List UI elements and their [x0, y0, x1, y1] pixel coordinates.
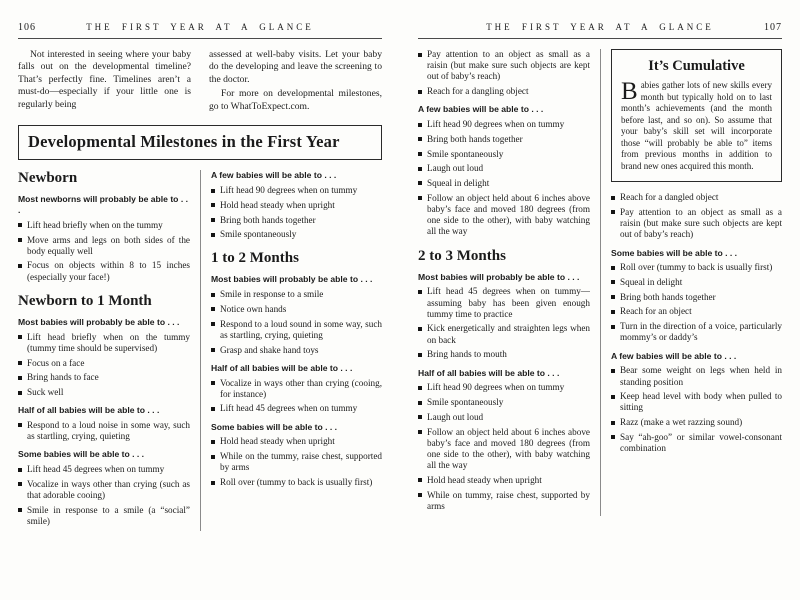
- milestone-item: [418, 286, 590, 320]
- milestone-text: While on the tummy, raise chest, supported by arms: [220, 451, 382, 473]
- milestone-text: Vocalize in ways other than crying (such as that adorable cooing): [27, 478, 190, 501]
- milestone-text: Smile spontaneously: [427, 148, 504, 159]
- milestones-column: [200, 170, 382, 530]
- milestone-text: Bring hands to face: [27, 372, 99, 383]
- square-bullet-icon: [611, 295, 615, 299]
- square-bullet-icon: [18, 335, 22, 339]
- milestone-item: [611, 207, 782, 241]
- milestone-text: Focus on objects within 8 to 15 inches (especially your face!): [27, 260, 190, 282]
- square-bullet-icon: [611, 435, 615, 439]
- milestone-text: Bring hands to mouth: [427, 349, 507, 360]
- milestone-item: [211, 436, 382, 447]
- milestone-text: Lift head 45 degrees when on tummy—assuming baby has been given enough tummy time to practice: [427, 286, 590, 319]
- square-bullet-icon: [18, 508, 22, 512]
- milestone-text: Bear some weight on legs when held in standing position: [620, 365, 782, 387]
- square-bullet-icon: [211, 440, 215, 444]
- square-bullet-icon: [211, 218, 215, 222]
- square-bullet-icon: [18, 264, 22, 268]
- milestone-item: [611, 277, 782, 288]
- milestone-item: [211, 289, 382, 300]
- milestone-text: Razz (make a wet razzing sound): [620, 417, 743, 428]
- square-bullet-icon: [18, 482, 22, 486]
- milestone-item: [211, 200, 382, 211]
- square-bullet-icon: [611, 395, 615, 399]
- square-bullet-icon: [418, 493, 422, 497]
- milestone-text: Smile in response to a smile: [220, 289, 324, 300]
- square-bullet-icon: [418, 181, 422, 185]
- ability-level-subhead: A few babies will be able to . . .: [611, 350, 737, 361]
- square-bullet-icon: [211, 455, 215, 459]
- square-bullet-icon: [211, 322, 215, 326]
- ability-level-subhead: Some babies will be able to . . .: [211, 421, 338, 432]
- milestone-item: [18, 505, 190, 527]
- cumulative-sidebar-box: [611, 49, 782, 182]
- square-bullet-icon: [611, 369, 615, 373]
- milestone-item: [211, 304, 382, 315]
- cumulative-box-title: It’s Cumulative: [648, 58, 745, 74]
- square-bullet-icon: [611, 421, 615, 425]
- milestone-text: Lift head briefly when on the tummy: [27, 219, 163, 230]
- milestone-item: [18, 464, 190, 475]
- milestone-item: [611, 432, 782, 454]
- milestone-text: Bring both hands together: [220, 214, 316, 225]
- square-bullet-icon: [611, 280, 615, 284]
- square-bullet-icon: [18, 468, 22, 472]
- milestone-item: [418, 134, 590, 145]
- milestone-text: Bring both hands together: [427, 133, 523, 144]
- milestone-item: [18, 235, 190, 257]
- square-bullet-icon: [18, 391, 22, 395]
- square-bullet-icon: [418, 53, 422, 57]
- ability-level-subhead: A few babies will be able to . . .: [211, 170, 337, 181]
- milestone-text: Say “ah-goo” or similar vowel-consonant combination: [620, 431, 782, 454]
- intro-paragraph: Not interested in seeing where your baby falls out on the developmental timeline? That’s perfectly fine. Timelines aren’t a must-do—especially if your little one is regularly being: [18, 49, 191, 110]
- milestone-item: [611, 292, 782, 303]
- milestone-text: Laugh out loud: [427, 163, 484, 174]
- milestone-item: [418, 86, 590, 97]
- milestone-item: [418, 49, 590, 83]
- milestone-item: [418, 323, 590, 345]
- square-bullet-icon: [418, 353, 422, 357]
- milestone-item: [418, 193, 590, 238]
- square-bullet-icon: [18, 223, 22, 227]
- ability-level-subhead: Most newborns will probably be able to . . .: [18, 194, 188, 216]
- milestone-item: [211, 477, 382, 488]
- ability-level-subhead: Some babies will be able to . . .: [611, 247, 738, 258]
- page-number: 106: [18, 22, 36, 33]
- milestone-text: Keep head level with body when pulled to sitting: [620, 391, 782, 413]
- section-title-box: [18, 125, 382, 160]
- square-bullet-icon: [418, 430, 422, 434]
- milestone-columns-right: [418, 49, 782, 516]
- age-range-heading: Newborn: [18, 170, 78, 187]
- milestone-item: [18, 220, 190, 231]
- milestone-item: [18, 372, 190, 383]
- milestone-item: [418, 119, 590, 130]
- milestone-text: Focus on a face: [27, 357, 85, 368]
- milestone-text: Pay attention to an object as small as a raisin (but make sure such objects are kept out of baby’s reach): [620, 206, 782, 240]
- milestone-text: Lift head 45 degrees when on tummy: [27, 464, 165, 475]
- milestone-item: [18, 387, 190, 398]
- milestone-item: [611, 192, 782, 203]
- milestone-text: Lift head briefly when on the tummy (tummy time should be supervised): [27, 331, 190, 353]
- intro-paragraph: assessed at well-baby visits. Let your baby do the developing and leave the screening to the doctor.: [209, 49, 382, 85]
- milestone-text: Kick energetically and straighten legs when on back: [427, 323, 590, 345]
- milestone-text: While on tummy, raise chest, supported by arms: [427, 489, 590, 511]
- square-bullet-icon: [418, 415, 422, 419]
- milestone-text: Suck well: [27, 387, 64, 398]
- age-range-heading: Newborn to 1 Month: [18, 292, 152, 309]
- milestone-item: [418, 427, 590, 472]
- ability-level-subhead: A few babies will be able to . . .: [418, 104, 544, 115]
- milestone-text: Follow an object held about 6 inches above baby’s face and moved 180 degrees (from one side to the other), with baby watching all the way: [427, 192, 590, 237]
- milestone-item: [18, 479, 190, 501]
- milestone-text: Smile spontaneously: [427, 397, 504, 408]
- milestone-text: Follow an object held about 6 inches above baby’s face and moved 180 degrees (from one side to the other), with baby watching all the way: [427, 426, 590, 471]
- milestone-text: Squeal in delight: [427, 177, 490, 188]
- milestone-text: Hold head steady when upright: [220, 436, 335, 447]
- square-bullet-icon: [418, 327, 422, 331]
- milestone-item: [18, 358, 190, 369]
- ability-level-subhead: Most babies will probably be able to . . .: [211, 274, 373, 285]
- page-right: [400, 0, 800, 600]
- milestone-text: Roll over (tummy to back is usually first): [220, 477, 373, 488]
- milestone-item: [611, 321, 782, 343]
- square-bullet-icon: [211, 307, 215, 311]
- milestone-text: Respond to a loud sound in some way, such as startling, crying, quieting: [220, 318, 382, 340]
- milestone-item: [418, 349, 590, 360]
- square-bullet-icon: [418, 290, 422, 294]
- ability-level-subhead: Half of all babies will be able to . . .: [418, 367, 560, 378]
- milestone-item: [418, 382, 590, 393]
- square-bullet-icon: [611, 325, 615, 329]
- milestone-item: [418, 163, 590, 174]
- square-bullet-icon: [211, 203, 215, 207]
- milestone-item: [418, 490, 590, 512]
- square-bullet-icon: [211, 189, 215, 193]
- square-bullet-icon: [611, 210, 615, 214]
- square-bullet-icon: [418, 167, 422, 171]
- square-bullet-icon: [18, 376, 22, 380]
- age-range-heading: 2 to 3 Months: [418, 247, 506, 264]
- milestone-text: Move arms and legs on both sides of the body equally well: [27, 234, 190, 256]
- square-bullet-icon: [418, 152, 422, 156]
- milestone-text: Vocalize in ways other than crying (cooing, for instance): [220, 377, 382, 399]
- square-bullet-icon: [211, 381, 215, 385]
- milestone-item: [611, 391, 782, 413]
- square-bullet-icon: [418, 478, 422, 482]
- milestone-item: [211, 229, 382, 240]
- milestone-item: [211, 451, 382, 473]
- milestones-column: [18, 170, 200, 530]
- milestone-text: Lift head 45 degrees when on tummy: [220, 403, 358, 414]
- milestone-text: Notice own hands: [220, 303, 287, 314]
- square-bullet-icon: [611, 196, 615, 200]
- intro-column-2: [209, 49, 382, 113]
- page-number: 107: [764, 22, 782, 33]
- milestone-item: [611, 365, 782, 387]
- square-bullet-icon: [418, 401, 422, 405]
- milestone-text: Lift head 90 degrees when on tummy: [427, 382, 565, 393]
- milestone-text: Bring both hands together: [620, 291, 716, 302]
- milestone-text: Hold head steady when upright: [220, 199, 335, 210]
- ability-level-subhead: Half of all babies will be able to . . .: [18, 405, 160, 416]
- milestone-text: Squeal in delight: [620, 276, 683, 287]
- milestone-item: [211, 319, 382, 341]
- milestone-text: Roll over (tummy to back is usually first): [620, 262, 773, 273]
- milestone-item: [418, 149, 590, 160]
- milestone-text: Laugh out loud: [427, 411, 484, 422]
- square-bullet-icon: [418, 386, 422, 390]
- milestone-item: [418, 397, 590, 408]
- square-bullet-icon: [211, 293, 215, 297]
- milestone-text: Lift head 90 degrees when on tummy: [220, 185, 358, 196]
- square-bullet-icon: [418, 123, 422, 127]
- square-bullet-icon: [211, 233, 215, 237]
- section-title: Developmental Milestones in the First Year: [28, 132, 340, 152]
- milestone-item: [211, 378, 382, 400]
- milestone-item: [418, 178, 590, 189]
- milestone-text: Lift head 90 degrees when on tummy: [427, 119, 565, 130]
- milestone-item: [611, 306, 782, 317]
- milestone-columns-left: [18, 170, 382, 530]
- milestones-column: [418, 49, 600, 516]
- milestone-item: [418, 412, 590, 423]
- ability-level-subhead: Half of all babies will be able to . . .: [211, 362, 353, 373]
- square-bullet-icon: [611, 310, 615, 314]
- milestone-text: Hold head steady when upright: [427, 474, 542, 485]
- milestone-item: [211, 215, 382, 226]
- milestone-item: [611, 417, 782, 428]
- milestones-column-continued: [611, 192, 782, 454]
- intro-section: [18, 49, 382, 113]
- intro-column-1: [18, 49, 191, 113]
- square-bullet-icon: [418, 137, 422, 141]
- square-bullet-icon: [211, 407, 215, 411]
- intro-paragraph: For more on developmental milestones, go to WhatToExpect.com.: [209, 88, 382, 112]
- milestone-text: Respond to a loud noise in some way, such as startling, crying, quieting: [27, 419, 190, 442]
- milestone-text: Grasp and shake hand toys: [220, 344, 319, 355]
- running-title: THE FIRST YEAR AT A GLANCE: [486, 22, 714, 32]
- cumulative-box-text: Babies gather lots of new skills every month but typically hold on to last month’s achievements (and the month before last, and so on). So assume that your baby’s skill set will incorporate those “will probably be able to” items from previous months in addition to brand new ones acquired this month.: [621, 78, 772, 171]
- milestone-item: [18, 332, 190, 354]
- milestone-text: Reach for an object: [620, 306, 692, 317]
- square-bullet-icon: [18, 238, 22, 242]
- milestone-item: [418, 475, 590, 486]
- milestone-text: Pay attention to an object as small as a raisin (but make sure such objects are kept out of baby’s reach): [427, 49, 590, 82]
- milestone-item: [211, 403, 382, 414]
- running-title: THE FIRST YEAR AT A GLANCE: [86, 22, 314, 32]
- milestone-text: Reach for a dangled object: [620, 192, 719, 203]
- square-bullet-icon: [418, 196, 422, 200]
- square-bullet-icon: [211, 348, 215, 352]
- ability-level-subhead: Most babies will probably be able to . . .: [418, 271, 580, 282]
- milestone-item: [611, 262, 782, 273]
- milestone-text: Smile spontaneously: [220, 229, 297, 240]
- square-bullet-icon: [211, 481, 215, 485]
- square-bullet-icon: [18, 423, 22, 427]
- ability-level-subhead: Some babies will be able to . . .: [18, 449, 145, 460]
- age-range-heading: 1 to 2 Months: [211, 250, 299, 267]
- milestone-text: Turn in the direction of a voice, particularly mommy’s or daddy’s: [620, 321, 782, 343]
- milestone-item: [18, 260, 190, 282]
- running-header-right: [418, 22, 782, 39]
- milestones-column: [600, 49, 782, 516]
- milestone-item: [211, 185, 382, 196]
- milestone-text: Smile in response to a smile (a “social” smile): [27, 504, 190, 527]
- square-bullet-icon: [611, 266, 615, 270]
- running-header-left: [18, 22, 382, 39]
- milestone-text: Reach for a dangling object: [427, 86, 529, 97]
- milestone-item: [18, 420, 190, 442]
- milestone-item: [211, 345, 382, 356]
- ability-level-subhead: Most babies will probably be able to . . .: [18, 316, 180, 327]
- square-bullet-icon: [18, 361, 22, 365]
- square-bullet-icon: [418, 90, 422, 94]
